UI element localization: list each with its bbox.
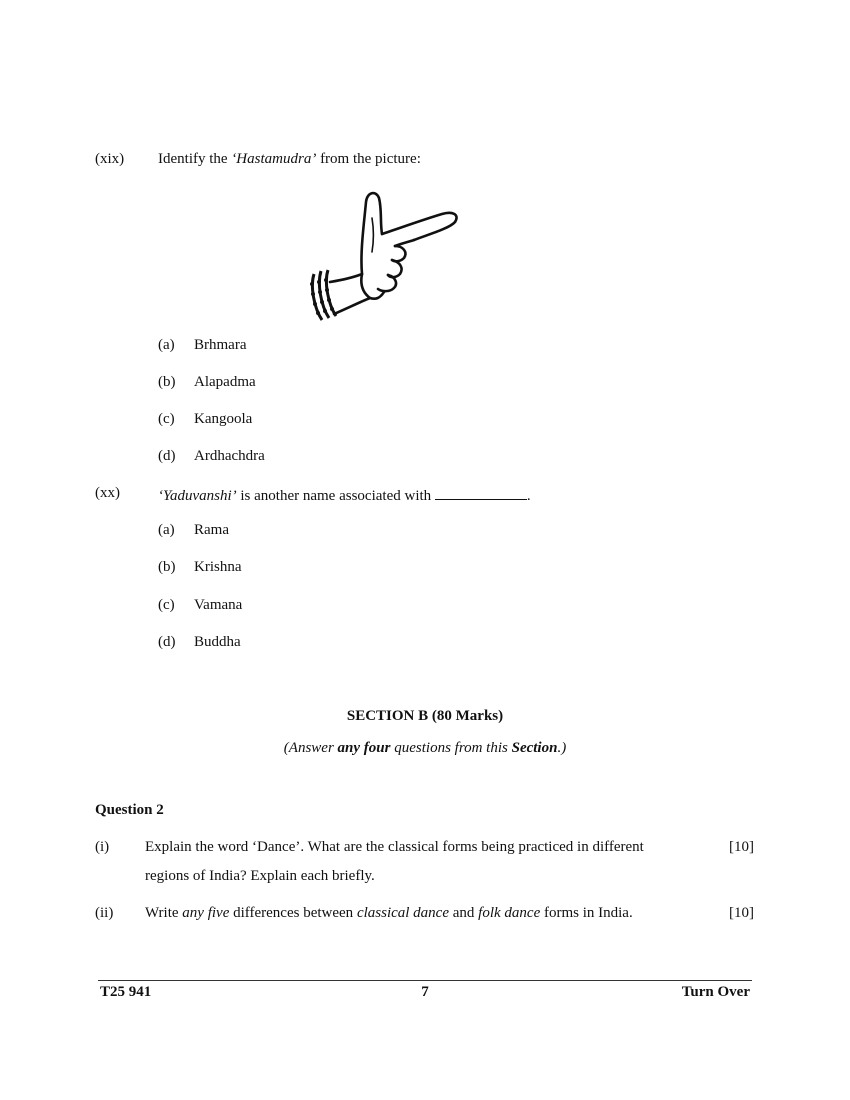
- footer-divider: [98, 980, 752, 981]
- instruction-emphasis: any four: [337, 740, 391, 756]
- option-label: (d): [158, 448, 176, 464]
- part-emphasis: folk dance: [478, 905, 541, 921]
- option-text: Rama: [194, 522, 229, 538]
- question-heading: Question 2: [95, 802, 164, 818]
- part-emphasis: any five: [182, 905, 230, 921]
- part-text: differences between: [229, 905, 357, 921]
- footer-code: T25 941: [100, 984, 152, 1000]
- page-number: 7: [421, 984, 429, 1000]
- option-text: Buddha: [194, 634, 241, 650]
- option-label: (c): [158, 597, 175, 613]
- question-number: (xix): [95, 151, 125, 167]
- part-text-line: [145, 905, 633, 922]
- question-term: ‘Hastamudra’: [231, 151, 317, 167]
- part-emphasis: classical dance: [356, 905, 449, 921]
- option-text: Alapadma: [194, 374, 256, 390]
- option-text: Ardhachdra: [194, 448, 265, 464]
- question-term: ‘Yaduvanshi’: [158, 488, 237, 504]
- section-title: SECTION B (80 Marks): [346, 708, 504, 724]
- part-text: Write: [145, 905, 183, 921]
- question-text-part: is another name associated with: [236, 488, 435, 504]
- marks: [10]: [729, 839, 754, 855]
- option-text: Vamana: [194, 597, 243, 613]
- part-number: (ii): [95, 905, 114, 921]
- question-text: [158, 485, 531, 505]
- marks: [10]: [729, 905, 754, 921]
- option-text: Krishna: [194, 559, 242, 575]
- question-text-part: from the picture:: [316, 151, 421, 167]
- option-label: (d): [158, 634, 176, 650]
- section-instruction: [0, 740, 850, 757]
- instruction-part: questions from this: [390, 740, 512, 756]
- answer-blank: [435, 485, 527, 500]
- option-label: (a): [158, 337, 175, 353]
- question-number: (xx): [95, 485, 120, 501]
- part-text-line: Explain the word ‘Dance’. What are the classical forms being practiced in different: [145, 839, 644, 855]
- option-text: Kangoola: [194, 411, 253, 427]
- option-label: (a): [158, 522, 175, 538]
- option-text: Brhmara: [194, 337, 247, 353]
- instruction-part: (Answer: [283, 740, 338, 756]
- turn-over-label: Turn Over: [681, 984, 750, 1000]
- question-text-part: Identify the: [158, 151, 232, 167]
- option-label: (c): [158, 411, 175, 427]
- hand-mudra-image: [300, 182, 465, 332]
- question-text: [158, 151, 421, 168]
- part-text: forms in India.: [540, 905, 633, 921]
- part-text: and: [449, 905, 479, 921]
- instruction-emphasis: Section: [511, 740, 558, 756]
- question-text-part: .: [526, 488, 531, 504]
- part-number: (i): [95, 839, 110, 855]
- option-label: (b): [158, 559, 176, 575]
- instruction-part: .): [557, 740, 567, 756]
- option-label: (b): [158, 374, 176, 390]
- part-text-line: regions of India? Explain each briefly.: [145, 868, 375, 884]
